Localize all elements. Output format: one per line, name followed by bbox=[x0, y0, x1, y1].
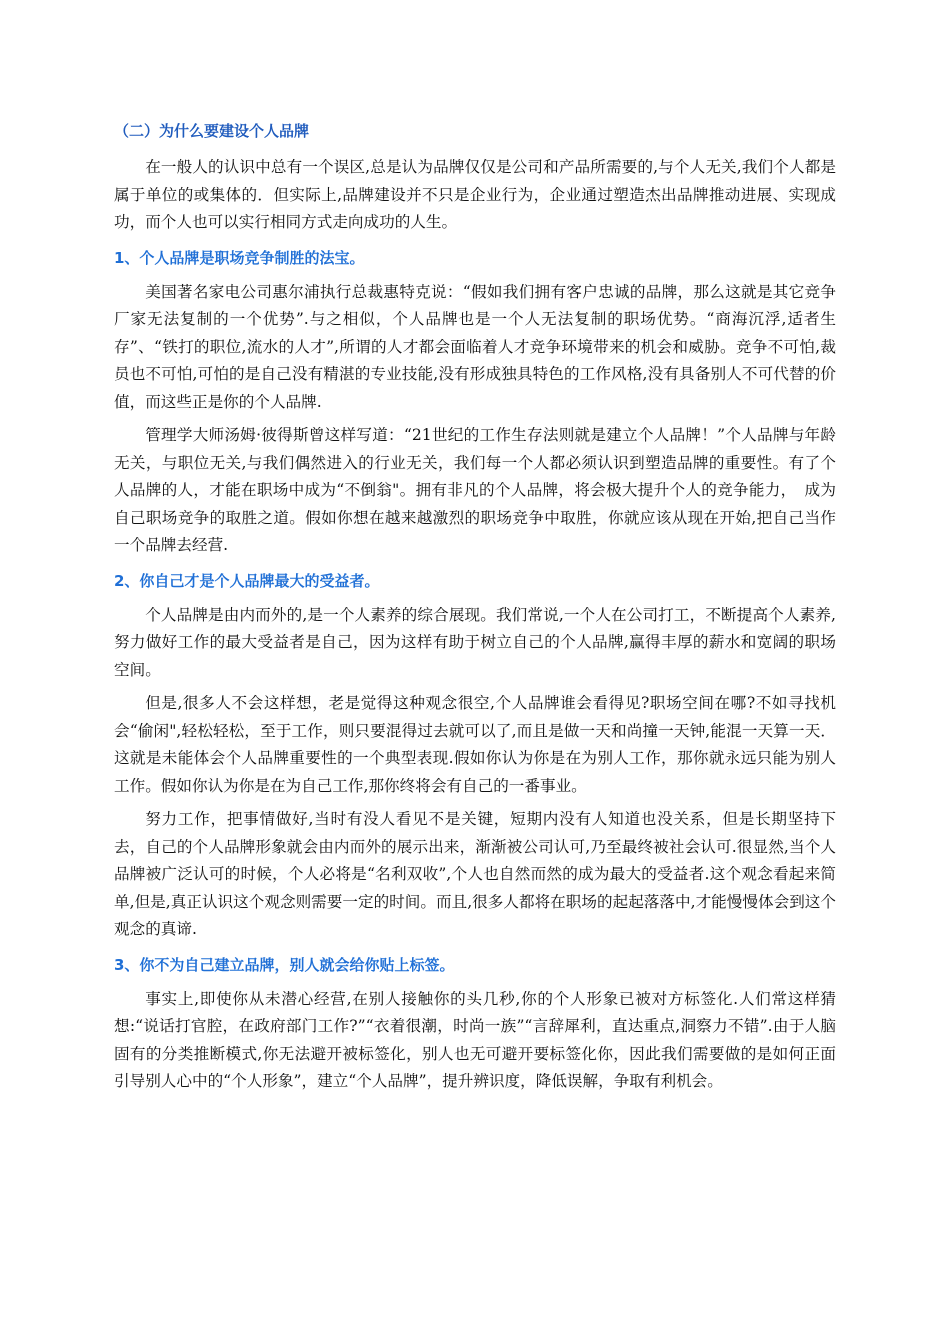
paragraph-2c: 努力工作，把事情做好,当时有没人看见不是关键，短期内没有人知道也没关系，但是长期坚持下去，自己的个人品牌形象就会由内而外的展示出来，渐渐被公司认可,乃至最终被社会认可.很显然,当个人品牌被广泛认可的时候，个人必将是“名利双收”,个人也自然而然的成为最大的受益者.这个观念看起来简单,但是,真正认识这个观念则需要一定的时间。而且,很多人都将在职场的起起落落中,才能慢慢体会到这个观念的真谛. bbox=[114, 810, 836, 938]
paragraph-3a: 事实上,即使你从未潜心经营,在别人接触你的头几秒,你的个人形象已被对方标签化.人们常这样猜想:“说话打官腔，在政府部门工作?”“衣着很潮，时尚一族”“言辞犀利，直达重点,洞察力不错”.由于人脑固有的分类推断模式,你无法避开被标签化，别人也无可避开要标签化你，因此我们需要做的是如何正面引导别人心中的“个人形象”，建立“个人品牌”，提升辨识度，降低误解，争取有利机会。 bbox=[114, 989, 836, 1090]
paragraph-2b: 但是,很多人不会这样想，老是觉得这种观念很空,个人品牌谁会看得见?职场空间在哪?不如寻找机会“偷闲",轻松轻松，至于工作，则只要混得过去就可以了,而且是做一天和尚撞一天钟,能混一天算一天．这就是未能体会个人品牌重要性的一个典型表现.假如你认为你是在为别人工作，那你就永远只能为别人工作。假如你认为你是在为自己工作,那你终将会有自己的一番事业。 bbox=[114, 694, 836, 795]
section-title: （二）为什么要建设个人品牌 bbox=[114, 122, 310, 140]
paragraph-1a: 美国著名家电公司惠尔浦执行总裁惠特克说：“假如我们拥有客户忠诚的品牌，那么这就是其它竞争厂家无法复制的一个优势”.与之相似，个人品牌也是一个人无法复制的职场优势。“商海沉浮,适者生存”、“铁打的职位,流水的人才”,所谓的人才都会面临着人才竞争环境带来的机会和威胁。竞争不可怕,裁员也不可怕,可怕的是自己没有精湛的专业技能,没有形成独具特色的工作风格,没有具备别人不可代替的价值，而这些正是你的个人品牌. bbox=[114, 282, 836, 411]
subheading-1: 1、个人品牌是职场竞争制胜的法宝。 bbox=[114, 248, 365, 267]
document-page bbox=[114, 120, 836, 1102]
paragraph-2a: 个人品牌是由内而外的,是一个人素养的综合展现。我们常说,一个人在公司打工，不断提高个人素养,努力做好工作的最大受益者是自己，因为这样有助于树立自己的个人品牌,赢得丰厚的薪水和宽阔的职场空间。 bbox=[114, 605, 836, 679]
subheading-3: 3、你不为自己建立品牌，别人就会给你贴上标签。 bbox=[114, 955, 455, 974]
intro-paragraph: 在一般人的认识中总有一个误区,总是认为品牌仅仅是公司和产品所需要的,与个人无关,我们个人都是属于单位的或集体的．但实际上,品牌建设并不只是企业行为，企业通过塑造杰出品牌推动进展、实现成功，而个人也可以实行相同方式走向成功的人生。 bbox=[114, 158, 836, 231]
subheading-2: 2、你自己才是个人品牌最大的受益者。 bbox=[114, 571, 380, 590]
paragraph-1b: 管理学大师汤姆·彼得斯曾这样写道：“21世纪的工作生存法则就是建立个人品牌！”个人品牌与年龄无关，与职位无关,与我们偶然进入的行业无关，我们每一个人都必须认识到塑造品牌的重要性。有了个人品牌的人，才能在职场中成为“不倒翁"。拥有非凡的个人品牌，将会极大提升个人的竞争能力， 成为自己职场竞争的取胜之道。假如你想在越来越激烈的职场竞争中取胜，你就应该从现在开始,把自己当作一个品牌去经营. bbox=[114, 426, 836, 554]
